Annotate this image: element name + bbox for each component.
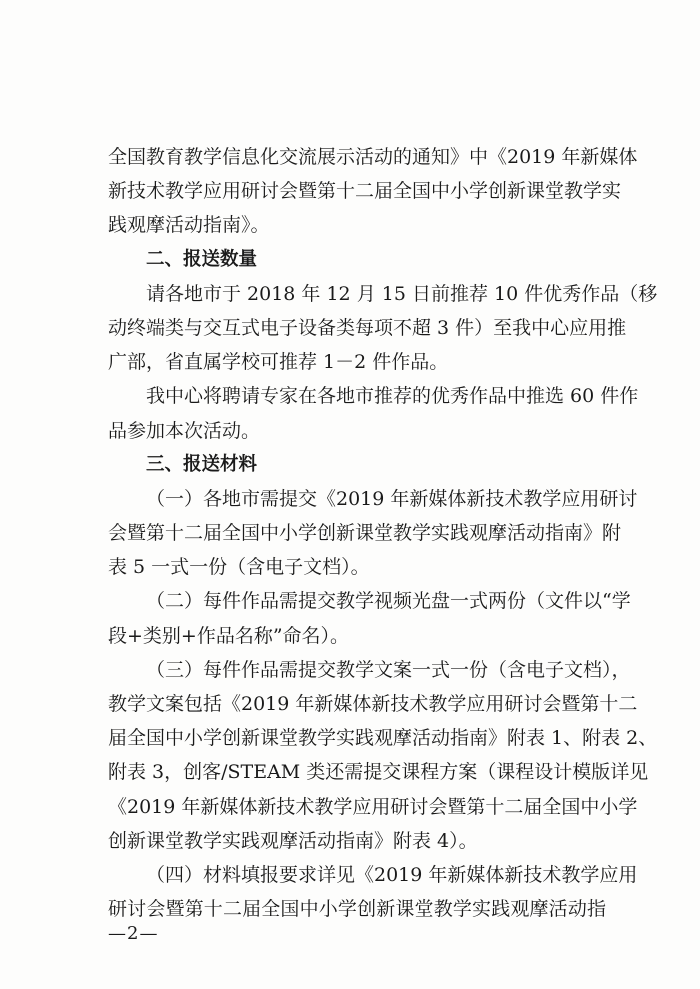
- text-line-15: 段+类别+作品名称”命名）。: [108, 624, 350, 647]
- text-line-1: 全国教育教学信息化交流展示活动的通知》中《2019 年新媒体: [108, 146, 638, 168]
- text-line-23: 研讨会暨第十二届全国中小学创新课堂教学实践观摩活动指: [108, 898, 606, 921]
- text-line-8: 我中心将聘请专家在各地市推荐的优秀作品中推选 60 件作: [146, 385, 639, 408]
- text-line-6: 动终端类与交互式电子设备类每项不超 3 件）至我中心应用推: [108, 316, 627, 339]
- document-body: [108, 140, 658, 926]
- text-line-21: 创新课堂教学实践观摩活动指南》附表 4）。: [108, 829, 478, 852]
- text-line-19: 附表 3，创客/STEAM 类还需提交课程方案（课程设计模版详见: [108, 761, 649, 784]
- text-line-14: （二）每件作品需提交教学视频光盘一式两份（文件以“学: [146, 590, 631, 613]
- text-line-3: 践观摩活动指南》。: [108, 214, 270, 237]
- text-line-9: 品参加本次活动。: [108, 419, 261, 442]
- text-line-20: 《2019 年新媒体新技术教学应用研讨会暨第十二届全国中小学: [108, 795, 638, 818]
- text-line-16: （三）每件作品需提交教学文案一式一份（含电子文档），: [146, 658, 631, 681]
- text-line-18: 届全国中小学创新课堂教学实践观摩活动指南》附表 1、附表 2、: [108, 727, 658, 750]
- text-line-22: （四）材料填报要求详见《2019 年新媒体新技术教学应用: [146, 863, 638, 886]
- text-line-7: 广部，省直属学校可推荐 1－2 件作品。: [108, 351, 449, 374]
- text-line-17: 教学文案包括《2019 年新媒体新技术教学应用研讨会暨第十二: [108, 693, 638, 715]
- text-line-13: 表 5 一式一份（含电子文档）。: [108, 556, 370, 579]
- section-heading-quantity: 二、报送数量: [146, 248, 258, 270]
- text-line-12: 会暨第十二届全国中小学创新课堂教学实践观摩活动指南》附: [108, 522, 622, 545]
- text-line-11: （一）各地市需提交《2019 年新媒体新技术教学应用研讨: [146, 487, 638, 510]
- section-heading-materials: 三、报送材料: [146, 453, 258, 475]
- text-line-2: 新技术教学应用研讨会暨第十二届全国中小学创新课堂教学实: [108, 180, 622, 203]
- text-line-5: 请各地市于 2018 年 12 月 15 日前推荐 10 件优秀作品（移: [146, 282, 658, 305]
- page-number: —2—: [108, 923, 159, 944]
